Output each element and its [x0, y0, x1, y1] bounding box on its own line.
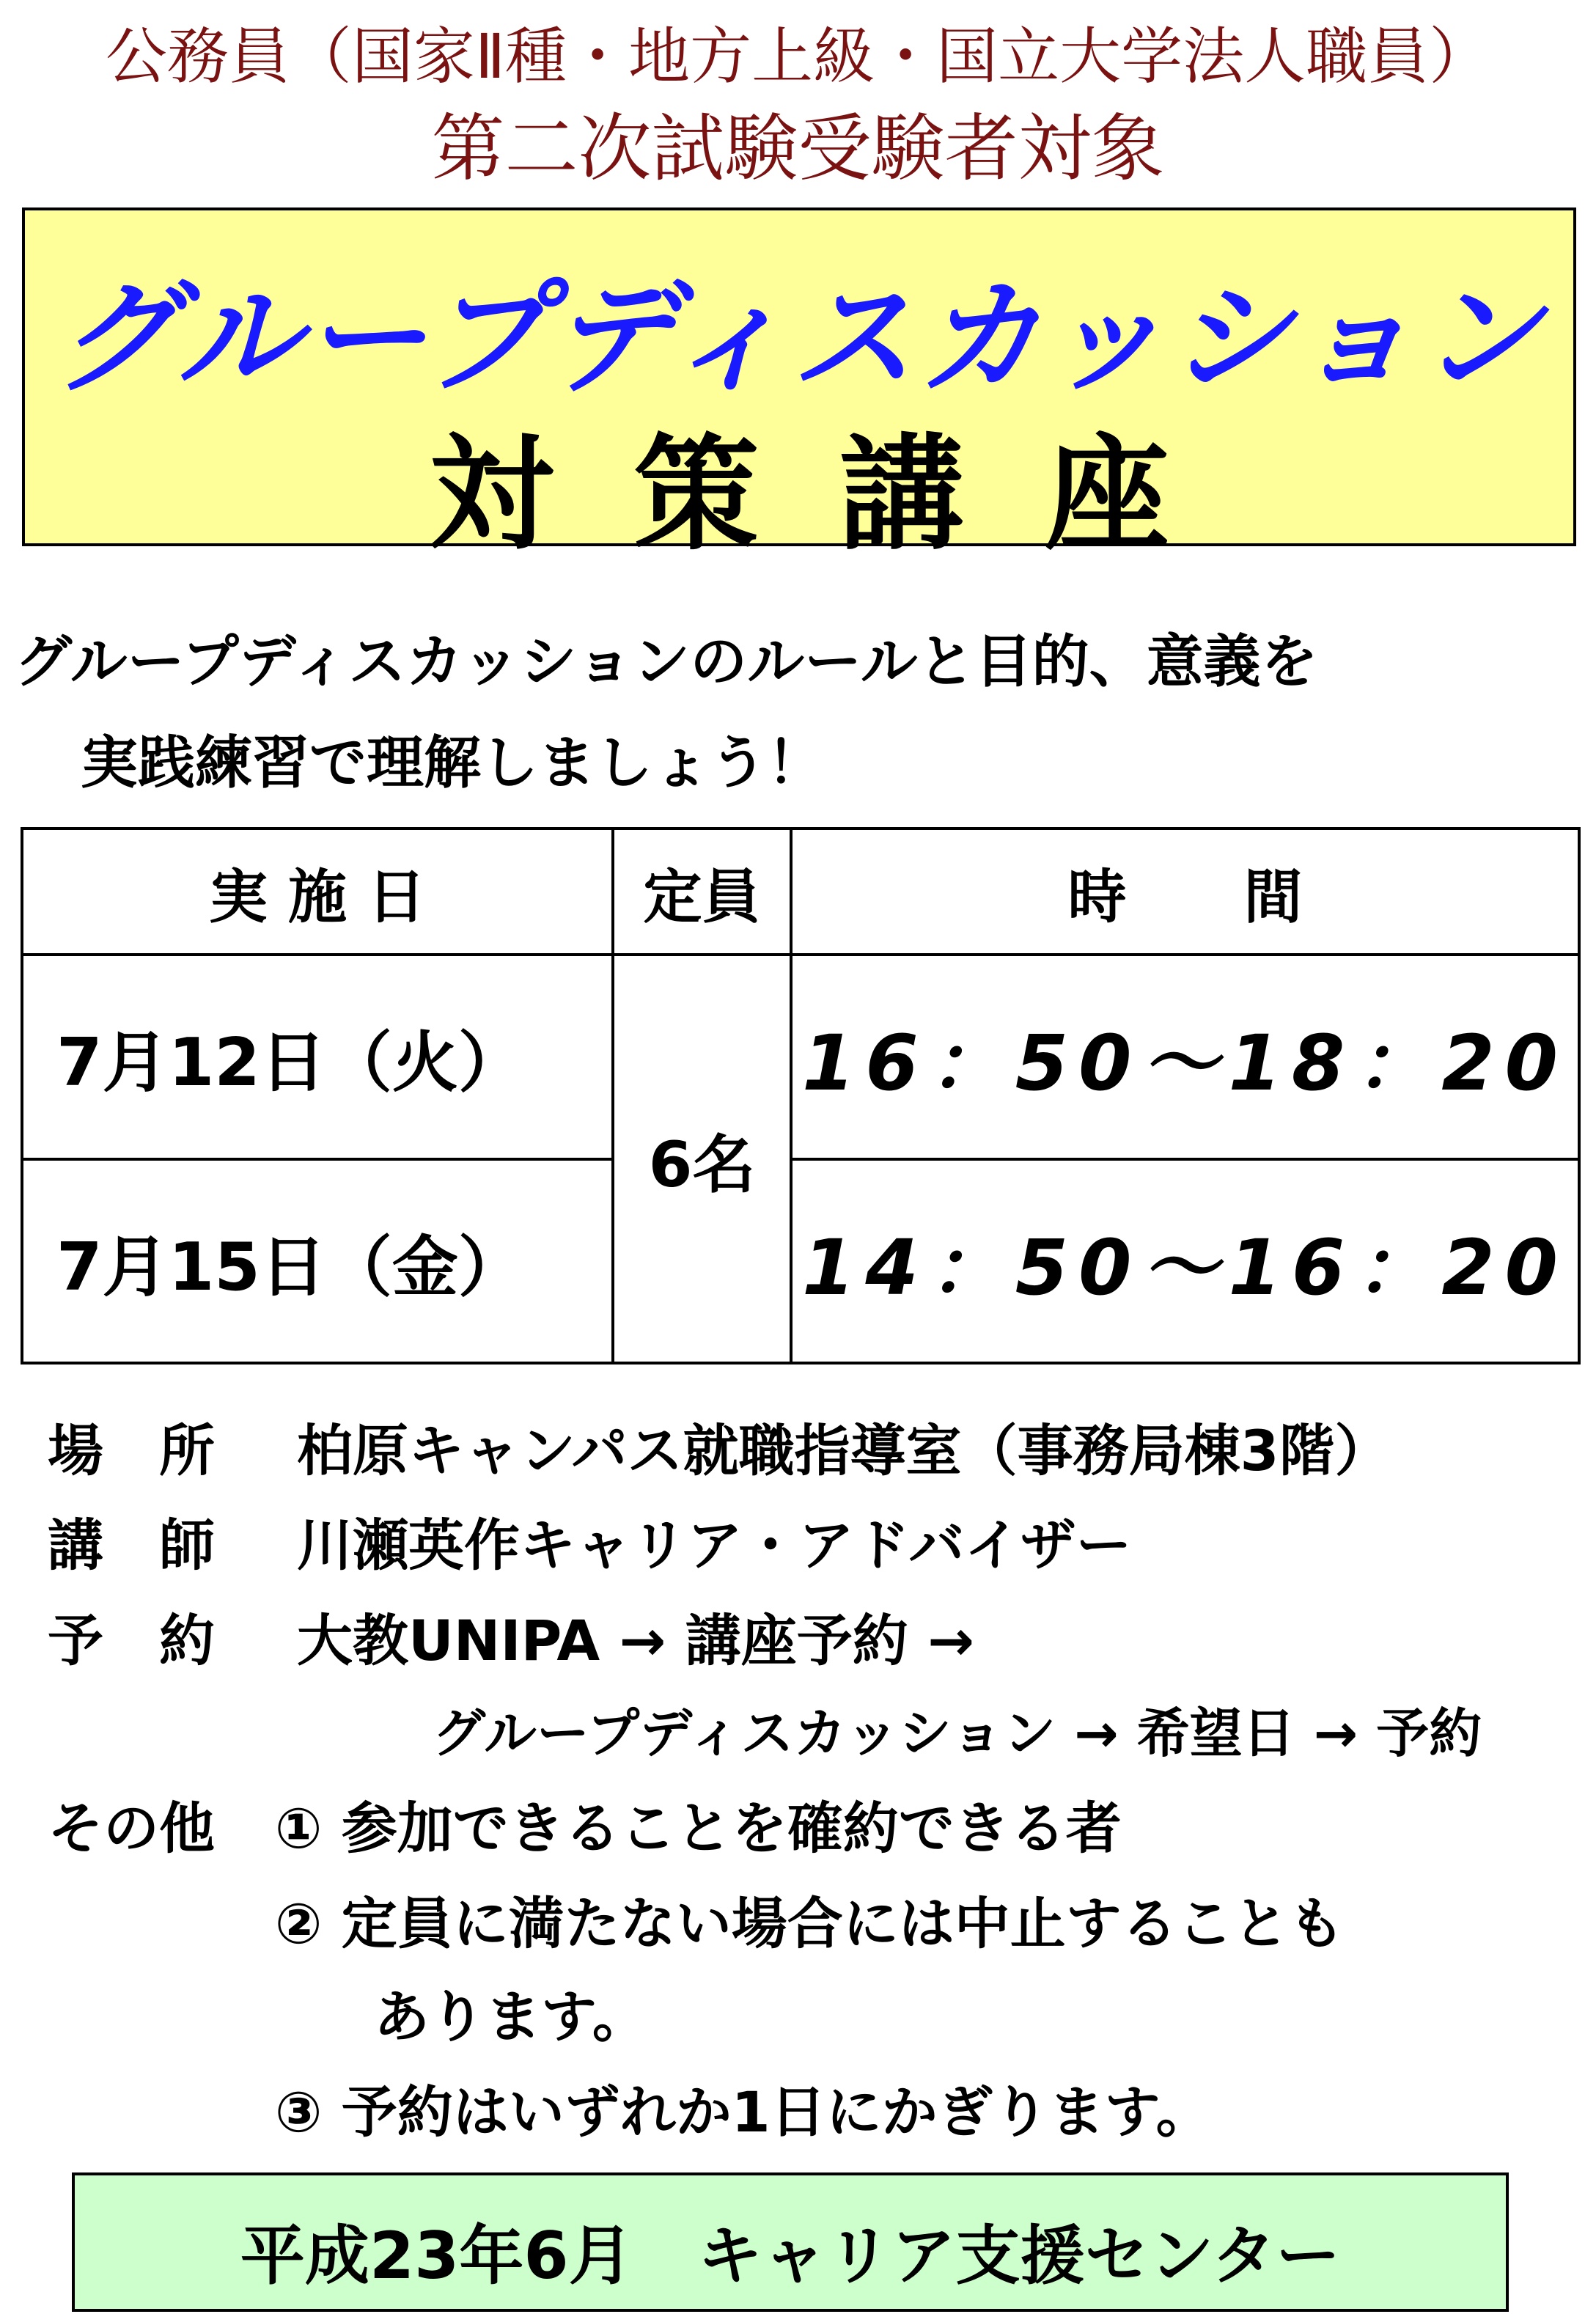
- title-banner: [22, 207, 1576, 568]
- session-time: 14：50～16：20: [791, 1159, 1579, 1364]
- schedule-table: [21, 827, 1581, 1364]
- session-date: 7月15日（金）: [22, 1159, 613, 1364]
- other-item-2-cont: あります。: [374, 1984, 648, 2049]
- lecturer-value: 川瀬英作キャリア・アドバイザー: [297, 1513, 1132, 1578]
- session-date: 7月12日（火）: [22, 955, 613, 1159]
- title-main: グループディスカッション: [54, 266, 1545, 410]
- title-sub: 対策講座: [428, 422, 1250, 568]
- intro-line-2: 実践練習で理解しましょう！: [81, 730, 825, 796]
- reserve-label: 予 約: [48, 1608, 215, 1673]
- header-capacity: 定員: [613, 829, 791, 955]
- reserve-value: 大教UNIPA → 講座予約 →: [297, 1608, 974, 1673]
- other-item-3: ③ 予約はいずれか1日にかぎります。: [275, 2079, 1212, 2145]
- other-item-1: ① 参加できることを確約できる者: [275, 1796, 1122, 1861]
- reserve-steps: グループディスカッション → 希望日 → 予約: [433, 1703, 1482, 1764]
- footer-banner: [72, 2172, 1509, 2312]
- header-target-audience: 第二次試験受験者対象: [431, 106, 1165, 191]
- footer-text: 平成23年6月 キャリア支援センター: [240, 2218, 1341, 2293]
- place-value: 柏原キャンパス就職指導室（事務局棟3階）: [297, 1418, 1391, 1483]
- header-date: 実 施 日: [22, 829, 613, 955]
- session-time: 16：50～18：20: [791, 955, 1579, 1159]
- other-item-2: ② 定員に満たない場合には中止することも: [275, 1891, 1345, 1956]
- capacity-cell: 6名: [613, 955, 791, 1363]
- header-time: 時 間: [791, 829, 1579, 955]
- table-row: [22, 955, 1579, 1159]
- other-label: その他: [48, 1796, 215, 1861]
- intro-line-1: グループディスカッションのルールと目的、意義を: [15, 629, 1318, 695]
- schedule-header-row: [22, 829, 1579, 955]
- lecturer-label: 講 師: [48, 1513, 215, 1578]
- place-label: 場 所: [48, 1418, 215, 1483]
- header-target-exams: 公務員（国家Ⅱ種・地方上級・国立大学法人職員）: [105, 21, 1491, 92]
- table-row: [22, 1159, 1579, 1364]
